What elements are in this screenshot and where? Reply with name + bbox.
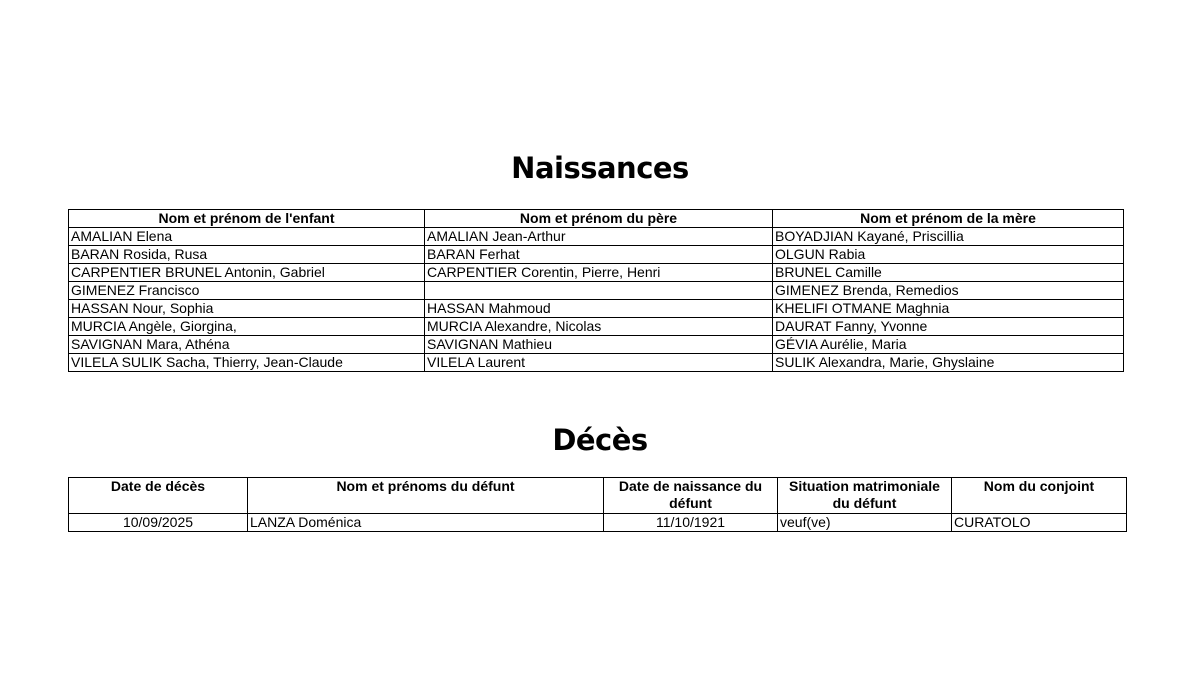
child-name-cell: CARPENTIER BRUNEL Antonin, Gabriel <box>69 264 425 282</box>
table-row <box>69 264 1124 282</box>
father-name-cell: CARPENTIER Corentin, Pierre, Henri <box>425 264 773 282</box>
table-row <box>69 354 1124 372</box>
father-name-cell: AMALIAN Jean-Arthur <box>425 228 773 246</box>
header-spouse-name: Nom du conjoint <box>952 478 1127 514</box>
father-name-cell: BARAN Ferhat <box>425 246 773 264</box>
header-child-name: Nom et prénom de l'enfant <box>69 210 425 228</box>
header-mother-name: Nom et prénom de la mère <box>773 210 1124 228</box>
father-name-cell <box>425 282 773 300</box>
mother-name-cell: GIMENEZ Brenda, Remedios <box>773 282 1124 300</box>
child-name-cell: MURCIA Angèle, Giorgina, <box>69 318 425 336</box>
mother-name-cell: KHELIFI OTMANE Maghnia <box>773 300 1124 318</box>
birth-date-cell: 11/10/1921 <box>604 514 778 532</box>
father-name-cell: MURCIA Alexandre, Nicolas <box>425 318 773 336</box>
table-header-row <box>69 210 1124 228</box>
mother-name-cell: GÉVIA Aurélie, Maria <box>773 336 1124 354</box>
child-name-cell: AMALIAN Elena <box>69 228 425 246</box>
deaths-section-title: Décès <box>552 423 648 457</box>
table-row <box>69 246 1124 264</box>
header-marital-status: Situation matrimoniale du défunt <box>778 478 952 514</box>
child-name-cell: GIMENEZ Francisco <box>69 282 425 300</box>
spouse-name-cell: CURATOLO <box>952 514 1127 532</box>
deaths-table <box>68 477 1127 532</box>
father-name-cell: HASSAN Mahmoud <box>425 300 773 318</box>
deceased-name-cell: LANZA Doménica <box>248 514 604 532</box>
marital-status-cell: veuf(ve) <box>778 514 952 532</box>
mother-name-cell: BOYADJIAN Kayané, Priscillia <box>773 228 1124 246</box>
child-name-cell: VILELA SULIK Sacha, Thierry, Jean-Claude <box>69 354 425 372</box>
header-deceased-name: Nom et prénoms du défunt <box>248 478 604 514</box>
death-date-cell: 10/09/2025 <box>69 514 248 532</box>
child-name-cell: HASSAN Nour, Sophia <box>69 300 425 318</box>
table-row <box>69 514 1127 532</box>
father-name-cell: VILELA Laurent <box>425 354 773 372</box>
header-death-date: Date de décès <box>69 478 248 514</box>
table-header-row <box>69 478 1127 514</box>
table-row <box>69 300 1124 318</box>
births-section-title: Naissances <box>511 151 689 185</box>
table-row <box>69 228 1124 246</box>
father-name-cell: SAVIGNAN Mathieu <box>425 336 773 354</box>
table-row <box>69 318 1124 336</box>
header-father-name: Nom et prénom du père <box>425 210 773 228</box>
child-name-cell: SAVIGNAN Mara, Athéna <box>69 336 425 354</box>
mother-name-cell: SULIK Alexandra, Marie, Ghyslaine <box>773 354 1124 372</box>
table-row <box>69 336 1124 354</box>
child-name-cell: BARAN Rosida, Rusa <box>69 246 425 264</box>
mother-name-cell: DAURAT Fanny, Yvonne <box>773 318 1124 336</box>
births-table <box>68 209 1124 372</box>
table-row <box>69 282 1124 300</box>
header-birth-date: Date de naissance du défunt <box>604 478 778 514</box>
mother-name-cell: BRUNEL Camille <box>773 264 1124 282</box>
mother-name-cell: OLGUN Rabia <box>773 246 1124 264</box>
